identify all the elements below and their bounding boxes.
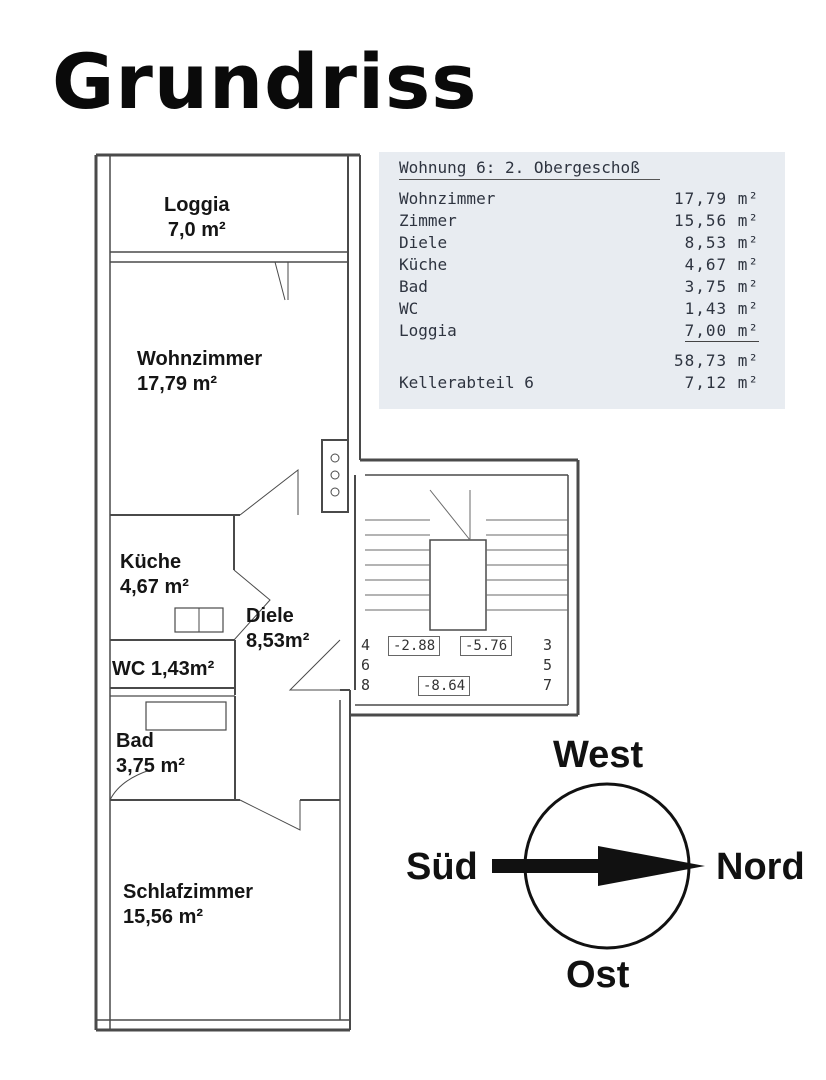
area-row: [399, 210, 759, 232]
area-row-label: WC: [399, 299, 419, 318]
area-cellar-label: Kellerabteil 6: [399, 373, 534, 392]
area-row: [399, 188, 759, 210]
area-row: [399, 232, 759, 254]
area-table: [379, 152, 785, 409]
area-row-label: Loggia: [399, 321, 457, 340]
room-bad-area: 3,75 m²: [116, 755, 185, 777]
room-schlafzimmer-name: Schlafzimmer: [123, 881, 254, 903]
area-row-label: Küche: [399, 255, 448, 274]
area-row-value: 1,43 m²: [684, 299, 759, 318]
room-wohnzimmer-name: Wohnzimmer: [137, 348, 263, 370]
area-total-row: [399, 350, 759, 372]
area-row-value: 8,53 m²: [684, 233, 759, 252]
room-diele-area: 8,53m²: [246, 630, 310, 652]
compass-nord-label: Nord: [716, 846, 805, 888]
room-wc: [112, 657, 214, 682]
area-cellar-value: 7,12 m²: [684, 373, 759, 392]
compass-west-label: West: [553, 734, 644, 776]
room-kueche-name: Küche: [120, 551, 182, 573]
stair-right-num-2: 5: [543, 656, 553, 674]
area-row: [399, 276, 759, 298]
room-bad: [116, 729, 185, 779]
compass: [492, 784, 705, 948]
stair-left-num-2: 6: [361, 656, 371, 674]
area-row: [399, 320, 759, 342]
area-table-heading: Wohnung 6: 2. Obergeschoß: [399, 158, 660, 180]
area-row-value: 3,75 m²: [684, 277, 759, 296]
stair-right-num-3: 7: [543, 676, 553, 694]
compass-ost-label: Ost: [566, 954, 630, 996]
area-cellar-row: [399, 372, 759, 394]
page-title: Grundriss: [52, 37, 478, 126]
room-loggia-area: 7,0 m²: [167, 219, 226, 241]
stair-level-2: -5.76: [460, 636, 512, 656]
area-row-label: Diele: [399, 233, 448, 252]
compass-arrow-shaft: [492, 859, 604, 873]
room-schlafzimmer-area: 15,56 m²: [123, 906, 204, 928]
room-wc-name: WC 1,43m²: [112, 658, 215, 680]
stair-left-num-3: 8: [361, 676, 371, 694]
room-schlafzimmer: [123, 880, 253, 930]
stair-level-1: -2.88: [388, 636, 440, 656]
room-diele-name: Diele: [246, 605, 294, 627]
stair-level-3: -8.64: [418, 676, 470, 696]
room-bad-name: Bad: [116, 730, 154, 752]
area-row-value: 7,00 m²: [684, 321, 759, 340]
area-row-value: 15,56 m²: [673, 211, 759, 230]
area-row-label: Bad: [399, 277, 428, 296]
compass-sued-label: Süd: [406, 846, 478, 888]
area-row: [399, 298, 759, 320]
room-kueche: [120, 550, 189, 600]
room-kueche-area: 4,67 m²: [120, 576, 189, 598]
area-row-label: Zimmer: [399, 211, 457, 230]
area-total-value: 58,73 m²: [673, 351, 759, 370]
stair-right-num-1: 3: [543, 636, 553, 654]
room-wohnzimmer: [137, 347, 262, 397]
area-row-value: 4,67 m²: [684, 255, 759, 274]
room-diele: [246, 604, 309, 654]
room-loggia: [164, 193, 230, 243]
area-row: [399, 254, 759, 276]
area-row-value: 17,79 m²: [673, 189, 759, 208]
room-wohnzimmer-area: 17,79 m²: [137, 373, 218, 395]
stair-left-num-1: 4: [361, 636, 371, 654]
area-row-label: Wohnzimmer: [399, 189, 496, 208]
room-loggia-name: Loggia: [164, 194, 230, 216]
